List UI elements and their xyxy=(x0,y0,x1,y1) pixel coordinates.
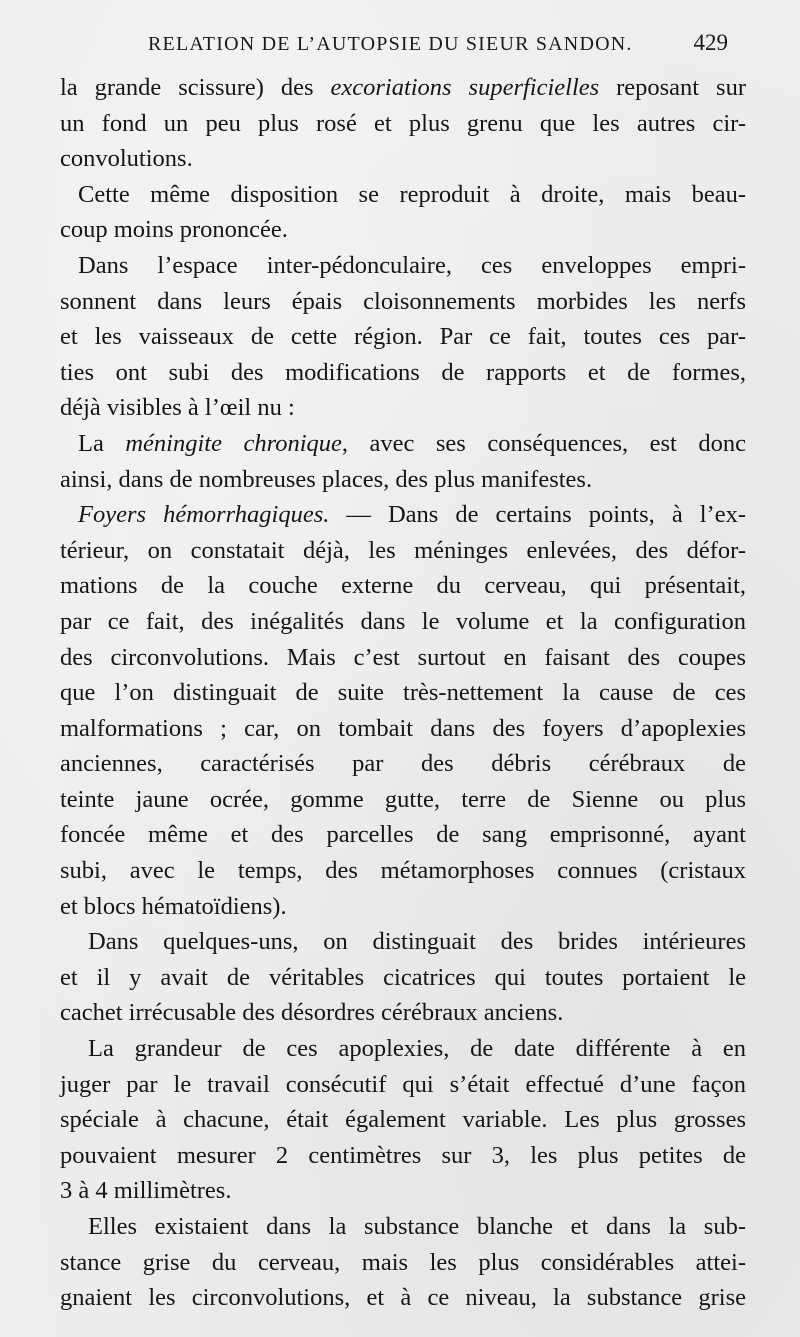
italic-segment: méningite chronique xyxy=(125,429,342,457)
text-line: des circonvolutions. Mais c’est surtout en faisant des coupes xyxy=(60,643,746,671)
text-line: sonnent dans leurs épais cloisonnements morbides les nerfs xyxy=(60,287,746,315)
text-segment: , avec ses conséquences, est donc xyxy=(341,429,746,457)
text-line xyxy=(60,70,746,106)
italic-segment: excoriations superficielles xyxy=(330,74,600,101)
page-header xyxy=(148,30,728,62)
text-segment: — Dans de certains points, à l’ex- xyxy=(329,501,746,529)
page-number: 429 xyxy=(693,30,728,55)
text-segment: La xyxy=(78,429,126,457)
text-line: malformations ; car, on tombait dans des foyers d’apoplexies xyxy=(60,714,746,742)
text-line: Cette même disposition se reproduit à droite, mais beau- xyxy=(78,180,746,208)
italic-segment: Foyers hémorrhagiques. xyxy=(78,501,330,529)
text-line: cachet irrécusable des désordres cérébraux anciens. xyxy=(60,999,564,1027)
text-line: pouvaient mesurer 2 centimètres sur 3, les plus petites de xyxy=(60,1141,746,1169)
text-line: et les vaisseaux de cette région. Par ce fait, toutes ces par- xyxy=(60,323,746,351)
running-head: RELATION DE L’AUTOPSIE DU SIEUR SANDON. xyxy=(148,33,633,55)
text-line: foncée même et des parcelles de sang emprisonné, ayant xyxy=(60,821,746,849)
text-segment: la grande scissure) des xyxy=(60,74,331,101)
text-line: gnaient les circonvolutions, et à ce niveau, la substance grise xyxy=(60,1284,746,1312)
text-line: teinte jaune ocrée, gomme gutte, terre de Sienne ou plus xyxy=(60,785,746,813)
text-line: Dans quelques-uns, on distinguait des brides intérieures xyxy=(88,928,746,956)
text-line: déjà visibles à l’œil nu : xyxy=(60,394,295,422)
text-line: Dans l’espace inter-pédonculaire, ces enveloppes empri- xyxy=(78,251,746,279)
text-line: ties ont subi des modifications de rapports et de formes, xyxy=(60,358,746,386)
text-line: 3 à 4 millimètres. xyxy=(60,1177,232,1205)
text-line: et blocs hématoïdiens). xyxy=(60,892,287,920)
text-segment: reposant sur xyxy=(599,74,746,101)
text-line: subi, avec le temps, des métamorphoses connues (cristaux xyxy=(60,857,746,885)
text-line xyxy=(60,497,746,533)
text-line: térieur, on constatait déjà, les méninges enlevées, des défor- xyxy=(60,536,746,564)
text-line: que l’on distinguait de suite très-nettement la cause de ces xyxy=(60,679,746,707)
text-line: un fond un peu plus rosé et plus grenu que les autres cir- xyxy=(60,109,746,137)
text-line: anciennes, caractérisés par des débris cérébraux de xyxy=(60,750,746,778)
text-line: mations de la couche externe du cerveau, qui présentait, xyxy=(60,572,746,600)
text-line: convolutions. xyxy=(60,145,193,173)
text-line: juger par le travail consécutif qui s’était effectué d’une façon xyxy=(60,1070,746,1098)
text-line: ainsi, dans de nombreuses places, des plus manifestes. xyxy=(60,465,593,493)
text-line: stance grise du cerveau, mais les plus considérables attei- xyxy=(60,1248,746,1276)
text-line: Elles existaient dans la substance blanche et dans la sub- xyxy=(88,1213,746,1240)
body-text xyxy=(60,70,746,1316)
text-line: coup moins prononcée. xyxy=(60,216,288,244)
text-line xyxy=(60,426,746,462)
text-line: La grandeur de ces apoplexies, de date différente à en xyxy=(88,1035,746,1063)
text-line: spéciale à chacune, était également variable. Les plus grosses xyxy=(60,1106,746,1134)
text-line: par ce fait, des inégalités dans le volume et la configuration xyxy=(60,607,746,635)
text-line: et il y avait de véritables cicatrices qui toutes portaient le xyxy=(60,963,746,991)
